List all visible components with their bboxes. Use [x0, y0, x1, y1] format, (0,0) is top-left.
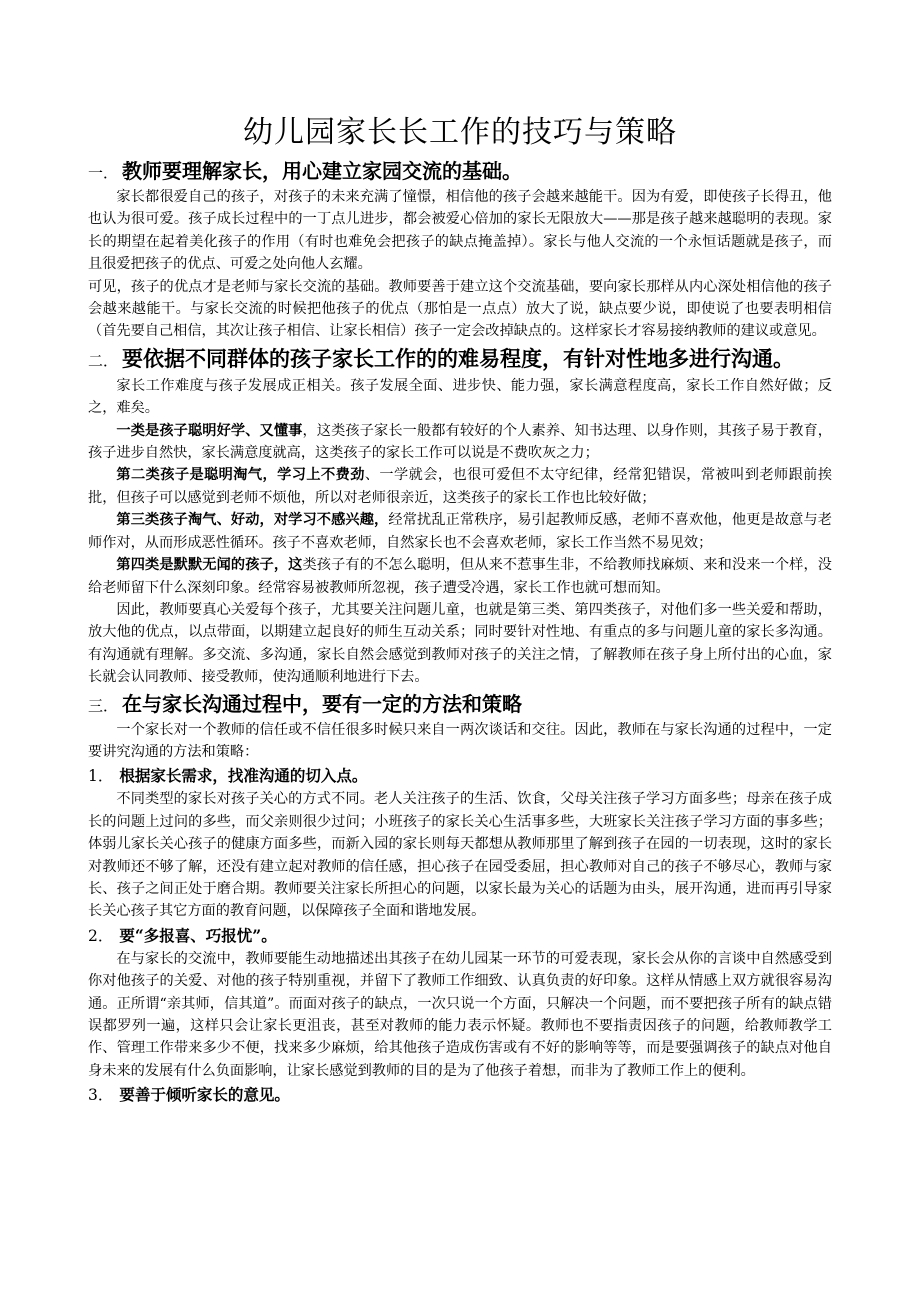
section-3-heading [88, 691, 832, 719]
item-2-title: 要“多报喜、巧报忧”。 [119, 925, 277, 945]
type-3-text: 经常扰乱正常秩序，易引起教师反感，老师不喜欢他，他更是故意与老师作对，从而形成恶性循环。孩子不喜欢老师，自然家长也不会喜欢老师，家长工作当然不易见效； [88, 512, 832, 551]
document-body [88, 110, 832, 1107]
section-2-heading [88, 345, 832, 375]
section-2-number: 二． [88, 351, 119, 370]
type-2-text: 、一学就会，也很可爱但不太守纪律，经常犯错误，常被叫到老师跟前挨批，但孩子可以感觉到老师不烦他，所以对老师很亲近，这类孩子的家长工作也比较好做； [88, 467, 832, 506]
type-1-lead: 一类是孩子聪明好学、又懂事 [116, 422, 303, 439]
section-1-paragraph-2: 可见，孩子的优点才是老师与家长交流的基础。教师要善于建立这个交流基础，要向家长那样从内心深处相信他的孩子会越来越能干。与家长交流的时候把他孩子的优点（那怕是一点点）放大了说，缺点要少说，即使说了也要表明相信（首先要自己相信，其次让孩子相信、让家长相信）孩子一定会改掉缺点的。这样家长才容易接纳教师的建议或意见。 [88, 278, 832, 340]
item-1-title: 根据家长需求，找准沟通的切入点。 [119, 766, 368, 786]
section-2-title: 要依据不同群体的孩子家长工作的的难易程度，有针对性地多进行沟通。 [122, 345, 795, 371]
item-2-text: 在与家长的交流中，教师要能生动地描述出其孩子在幼儿园某一环节的可爱表现，家长会从你的言谈中自然感受到你对他孩子的关爱、对他的孩子特别重视，并留下了教师工作细致、认真负责的好印象。这样从情感上双方就很容易沟通。正所谓“亲其师，信其道”。而面对孩子的缺点，一次只说一个方面，只解决一个问题，而不要把孩子所有的缺点错误都罗列一遍，这样只会让家长更沮丧，甚至对教师的能力表示怀疑。教师也不要指责因孩子的问题，给教师教学工作、管理工作带来多少不便，找来多少麻烦，给其他孩子造成伤害或有不好的影响等等，而是要强调孩子的缺点对他自身未来的发展有什么负面影响，让家长感觉到教师的目的是为了他孩子着想，而非为了教师工作上的便利。 [88, 950, 832, 1079]
type-3-lead: 第三类孩子淘气、好动，对学习不感兴趣， [116, 512, 389, 529]
type-2-lead: 第二类孩子是聪明淘气，学习上不费劲 [116, 467, 365, 484]
type-4-lead: 第四类是默默无闻的孩子，这 [116, 557, 303, 574]
item-2-number: 2． [88, 926, 114, 945]
section-2-type-1 [88, 420, 832, 465]
section-3-intro: 一个家长对一个教师的信任或不信任很多时候只来自一两次谈话和交往。因此，教师在与家长沟通的过程中，一定要讲究沟通的方法和策略： [88, 721, 832, 760]
item-3-title: 要善于倾听家长的意见。 [119, 1085, 290, 1105]
item-3-number: 3． [88, 1086, 114, 1105]
section-1-title: 教师要理解家长，用心建立家园交流的基础。 [122, 159, 523, 183]
item-1-text: 不同类型的家长对孩子关心的方式不同。老人关注孩子的生活、饮食，父母关注孩子学习方面多些；母亲在孩子成长的问题上过问的多些，而父亲则很少过问；小班孩子的家长关心生活事多些，大班家长关注孩子学习方面的事多些；体弱儿家长关心孩子的健康方面多些，而新入园的家长则每天都想从教师那里了解到孩子在园的一切表现，这时的家长对教师还不够了解，还没有建立起对教师的信任感，担心孩子在园受委屈，担心教师对自己的孩子不够尽心，教师与家长、孩子之间正处于磨合期。教师要关注家长所担心的问题，以家长最为关心的话题为由头，展开沟通，进而再引导家长关心孩子其它方面的教育问题，以保障孩子全面和谐地发展。 [88, 791, 832, 920]
section-2-intro: 家长工作难度与孩子发展成正相关。孩子发展全面、进步快、能力强，家长满意程度高，家长工作自然好做；反之，难矣。 [88, 377, 832, 417]
item-1-heading [88, 764, 832, 788]
section-2-type-4 [88, 554, 832, 599]
section-1-heading [88, 158, 832, 186]
section-3-number: 三． [88, 696, 119, 715]
section-1-number: 一． [88, 164, 119, 182]
type-4-text: 类孩子有的不怎么聪明，但从来不惹事生非，不给教师找麻烦、来和没来一个样，没给老师留下什么深刻印象。经常容易被教师所忽视，孩子遭受冷遇，家长工作也就可想而知。 [88, 557, 832, 596]
item-1-number: 1． [88, 767, 114, 786]
section-2-conclusion: 因此，教师要真心关爱每个孩子，尤其要关注问题儿童，也就是第三类、第四类孩子，对他们多一些关爱和帮助，放大他的优点，以点带面，以期建立起良好的师生互动关系；同时要针对性地、有重点的多与问题儿童的家长多沟通。有沟通就有理解。多交流、多沟通，家长自然会感觉到教师对孩子的关注之情，了解教师在孩子身上所付出的心血，家长就会认同教师、接受教师，使沟通顺利地进行下去。 [88, 601, 832, 686]
document-title: 幼儿园家长长工作的技巧与策略 [243, 115, 677, 150]
section-1-paragraph-1: 家长都很爱自己的孩子，对孩子的未来充满了憧憬，相信他的孩子会越来越能干。因为有爱，即使孩子长得丑，他也认为很可爱。孩子成长过程中的一丁点儿进步，都会被爱心倍加的家长无限放大——那是孩子越来越聪明的表现。家长的期望在起着美化孩子的作用（有时也难免会把孩子的缺点掩盖掉）。家长与他人交流的一个永恒话题就是孩子，而且很爱把孩子的优点、可爱之处向他人玄耀。 [88, 189, 832, 273]
item-3-heading [88, 1083, 832, 1107]
item-2-heading [88, 924, 832, 948]
section-2-type-2 [88, 464, 832, 509]
section-2-type-3 [88, 509, 832, 554]
type-1-text: ，这类孩子家长一般都有较好的个人素养、知书达理、以身作则，其孩子易于教育，孩子进步自然快，家长满意度就高，这类孩子的家长工作可以说是不费吹灰之力； [88, 422, 832, 462]
section-3-title: 在与家长沟通过程中，要有一定的方法和策略 [122, 691, 523, 716]
